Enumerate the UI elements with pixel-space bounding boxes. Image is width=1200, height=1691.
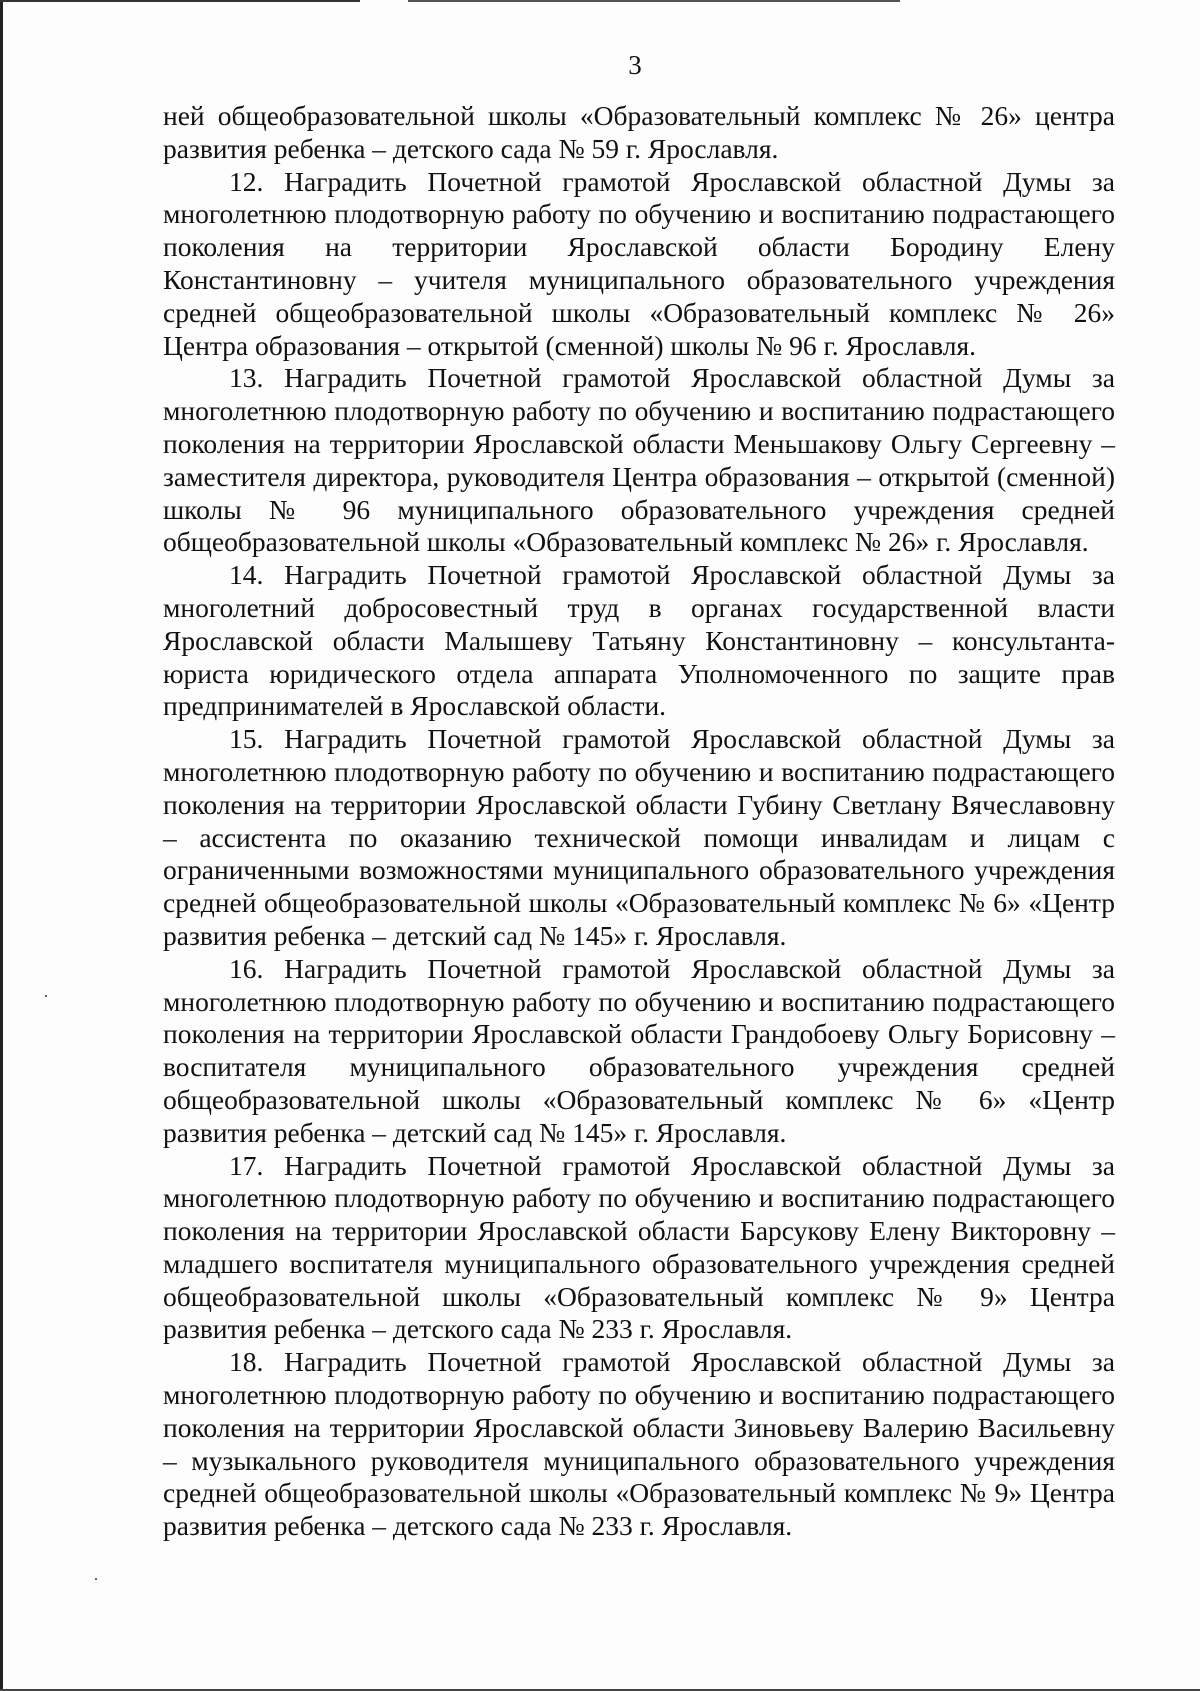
paragraph-item-12: 12. Наградить Почетной грамотой Ярославской областной Думы за многолетнюю плодотворную работу по обучению и воспитанию подрастающего поколения на территории Ярославской области Бородину Елену Константиновну – учителя муниципального образовательного учреждения средней общеобразовательной школы «Образовательный комплекс № 26» Центра образования – открытой (сменной) школы № 96 г. Ярославля. [163, 165, 1115, 361]
paragraph-item-14: 14. Наградить Почетной грамотой Ярославской областной Думы за многолетний добросовестный труд в органах государственной власти Ярославской области Малышеву Татьяну Константиновну – консультанта-юриста юридического отдела аппарата Уполномоченного по защите прав предпринимателей в Ярославской области. [163, 559, 1115, 722]
scan-edge-left [0, 0, 3, 1691]
paragraph-item-17: 17. Наградить Почетной грамотой Ярославской областной Думы за многолетнюю плодотворную работу по обучению и воспитанию подрастающего поколения на территории Ярославской области Барсукову Елену Викторовну – младшего воспитателя муниципального образовательного учреждения средней общеобразовательной школы «Образовательный комплекс № 9» Центра развития ребенка – детского сада № 233 г. Ярославля. [163, 1149, 1115, 1345]
paragraph-item-18: 18. Наградить Почетной грамотой Ярославской областной Думы за многолетнюю плодотворную работу по обучению и воспитанию подрастающего поколения на территории Ярославской области Зиновьеву Валерию Васильевну – музыкального руководителя муниципального образовательного учреждения средней общеобразовательной школы «Образовательный комплекс № 9» Центра развития ребенка – детского сада № 233 г. Ярославля. [163, 1346, 1115, 1542]
paragraph-item-13: 13. Наградить Почетной грамотой Ярославской областной Думы за многолетнюю плодотворную работу по обучению и воспитанию подрастающего поколения на территории Ярославской области Меньшакову Ольгу Сергеевну – заместителя директора, руководителя Центра образования – открытой (сменной) школы № 96 муниципального образовательного учреждения средней общеобразовательной школы «Образовательный комплекс № 26» г. Ярославля. [163, 362, 1115, 558]
paragraph-continuation: ней общеобразовательной школы «Образовательный комплекс № 26» центра развития ребенка – детского сада № 59 г. Ярославля. [163, 100, 1115, 164]
paragraph-item-16: 16. Наградить Почетной грамотой Ярославской областной Думы за многолетнюю плодотворную работу по обучению и воспитанию подрастающего поколения на территории Ярославской области Грандобоеву Ольгу Борисовну – воспитателя муниципального образовательного учреждения средней общеобразовательной школы «Образовательный комплекс № 6» «Центр развития ребенка – детский сад № 145» г. Ярославля. [163, 952, 1115, 1148]
document-body [163, 100, 1115, 1543]
page-number: 3 [628, 50, 642, 80]
scan-speck [95, 1578, 97, 1580]
scan-edge-top [0, 0, 1200, 2]
scan-speck [45, 995, 47, 997]
paragraph-item-15: 15. Наградить Почетной грамотой Ярославской областной Думы за многолетнюю плодотворную работу по обучению и воспитанию подрастающего поколения на территории Ярославской области Губину Светлану Вячеславовну – ассистента по оказанию технической помощи инвалидам и лицам с ограниченными возможностями муниципального образовательного учреждения средней общеобразовательной школы «Образовательный комплекс № 6» «Центр развития ребенка – детский сад № 145» г. Ярославля. [163, 723, 1115, 951]
